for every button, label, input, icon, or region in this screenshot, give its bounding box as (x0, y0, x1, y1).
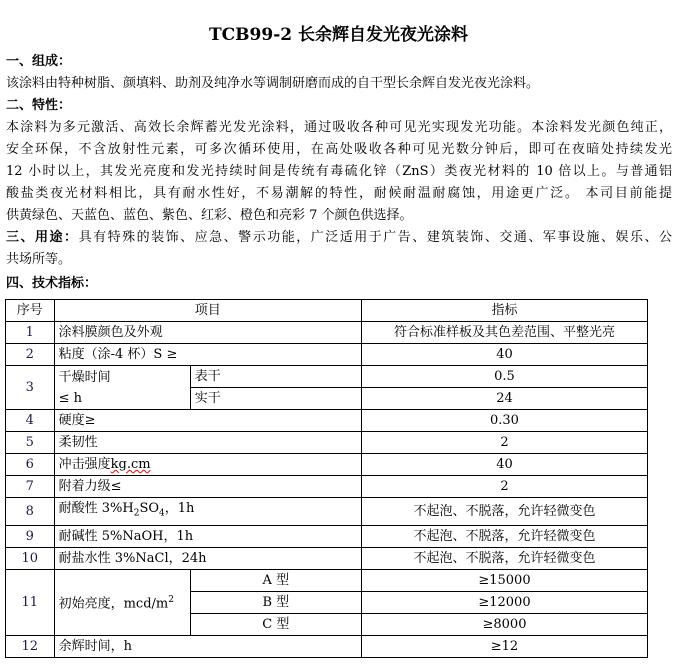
table-row (6, 410, 648, 432)
row-item-unit: kg.cm (110, 457, 151, 472)
row-value: 0.5 (361, 366, 647, 388)
header-spec: 指标 (361, 300, 647, 322)
row-item-line: ≤ h (58, 390, 83, 406)
table-row (6, 344, 648, 366)
row-value: 2 (361, 476, 647, 498)
row-value: 40 (361, 454, 647, 476)
row-value: 不起泡、不脱落，允许轻微变色 (361, 498, 647, 526)
properties-line: 安全环保，不含放射性元素，可多次循环使用，在高处吸收各种可见光数分钟后，即可在夜暗处持续发光 (6, 142, 672, 157)
row-item (54, 498, 361, 526)
properties-line: 酸盐类夜光材料相比，具有耐水性好，不易潮解的特性，耐候耐温耐腐蚀，用途更广泛。 本司目前能提 (6, 186, 672, 201)
header-no: 序号 (6, 300, 55, 322)
row-subitem: B 型 (190, 591, 361, 613)
properties-line: 本涂料为多元激活、高效长余辉蓄光发光涂料，通过吸收各种可见光实现发光功能。本涂料发光颜色纯正， (6, 120, 672, 135)
row-value: ≥8000 (361, 613, 647, 635)
row-item: 余辉时间，h (54, 635, 361, 657)
table-row (6, 366, 648, 388)
row-item-text: 初始亮度，mcd/m (58, 596, 169, 612)
row-value: 不起泡、不脱落，允许轻微变色 (361, 525, 647, 547)
row-item: 耐盐水性 3%NaCl，24h (54, 547, 361, 569)
row-item-text: 耐酸性 3%H (58, 501, 134, 516)
row-value: 0.30 (361, 410, 647, 432)
table-row (6, 476, 648, 498)
row-no: 6 (6, 454, 55, 476)
row-no: 5 (6, 432, 55, 454)
row-value: ≥15000 (361, 569, 647, 591)
row-no: 8 (6, 498, 55, 526)
row-no: 2 (6, 344, 55, 366)
table-row (6, 454, 648, 476)
row-value: 40 (361, 344, 647, 366)
row-item-text: SO (139, 501, 160, 516)
table-row (6, 569, 648, 591)
row-value: 符合标准样板及其色差范围、平整光亮 (361, 322, 647, 344)
row-no: 4 (6, 410, 55, 432)
row-item (54, 366, 190, 410)
row-item: 附着力级≤ (54, 476, 361, 498)
row-no: 3 (6, 366, 55, 410)
row-subitem: A 型 (190, 569, 361, 591)
row-subitem: 表干 (190, 366, 361, 388)
uses-text: 具有特殊的装饰、应急、警示功能，广泛适用于广告、建筑装饰、交通、军事设施、娱乐、公 (78, 230, 672, 245)
table-row (6, 547, 648, 569)
table-row (6, 322, 648, 344)
row-value: 2 (361, 432, 647, 454)
table-row (6, 498, 648, 526)
row-item-text: ，1h (164, 501, 195, 516)
composition-text: 该涂料由特种树脂、颜填料、助剂及纯净水等调制研磨而成的自干型长余辉自发光夜光涂料。 (6, 76, 540, 91)
section-properties-heading: 二、特性： (6, 98, 72, 113)
row-item: 耐碱性 5%NaOH，1h (54, 525, 361, 547)
document-title: TCB99-2 长余辉自发光夜光涂料 (208, 25, 468, 45)
row-item (54, 569, 190, 635)
row-value: ≥12 (361, 635, 647, 657)
row-no: 9 (6, 525, 55, 547)
row-value: 24 (361, 388, 647, 410)
row-item-line: 干燥时间 (58, 369, 111, 385)
row-item: 柔韧性 (54, 432, 361, 454)
section-uses-heading: 三、用途： (6, 230, 79, 245)
table-row (6, 635, 648, 657)
superscript: 2 (168, 594, 174, 605)
header-item: 项目 (54, 300, 361, 322)
row-no: 10 (6, 547, 55, 569)
section-composition-heading: 一、组成： (6, 54, 72, 69)
row-item: 硬度≥ (54, 410, 361, 432)
row-subitem: 实干 (190, 388, 361, 410)
row-item-text: 冲击强度 (58, 457, 111, 472)
properties-line: 供黄绿色、天蓝色、蓝色、紫色、红彩、橙色和亮彩 7 个颜色供选择。 (6, 208, 413, 223)
subscript: 2 (133, 508, 140, 519)
row-item: 涂料膜颜色及外观 (54, 322, 361, 344)
table-row (6, 525, 648, 547)
row-no: 7 (6, 476, 55, 498)
row-subitem: C 型 (190, 613, 361, 635)
row-no: 11 (6, 569, 55, 635)
table-row (6, 432, 648, 454)
row-value: ≥12000 (361, 591, 647, 613)
section-specs-heading: 四、技术指标： (6, 276, 98, 291)
row-value: 不起泡、不脱落，允许轻微变色 (361, 547, 647, 569)
uses-line (6, 227, 672, 249)
uses-line: 共场所等。 (6, 252, 72, 267)
spec-table (5, 299, 648, 658)
subscript: 4 (159, 508, 165, 519)
table-header-row (6, 300, 648, 322)
row-no: 12 (6, 635, 55, 657)
row-item: 粘度（涂-4 杯）S ≥ (54, 344, 361, 366)
properties-line: 12 小时以上，其发光亮度和发光持续时间是传统有毒硫化锌（ZnS）类夜光材料的 10 倍以上。与普通铝 (6, 164, 672, 179)
row-item (54, 454, 361, 476)
row-no: 1 (6, 322, 55, 344)
